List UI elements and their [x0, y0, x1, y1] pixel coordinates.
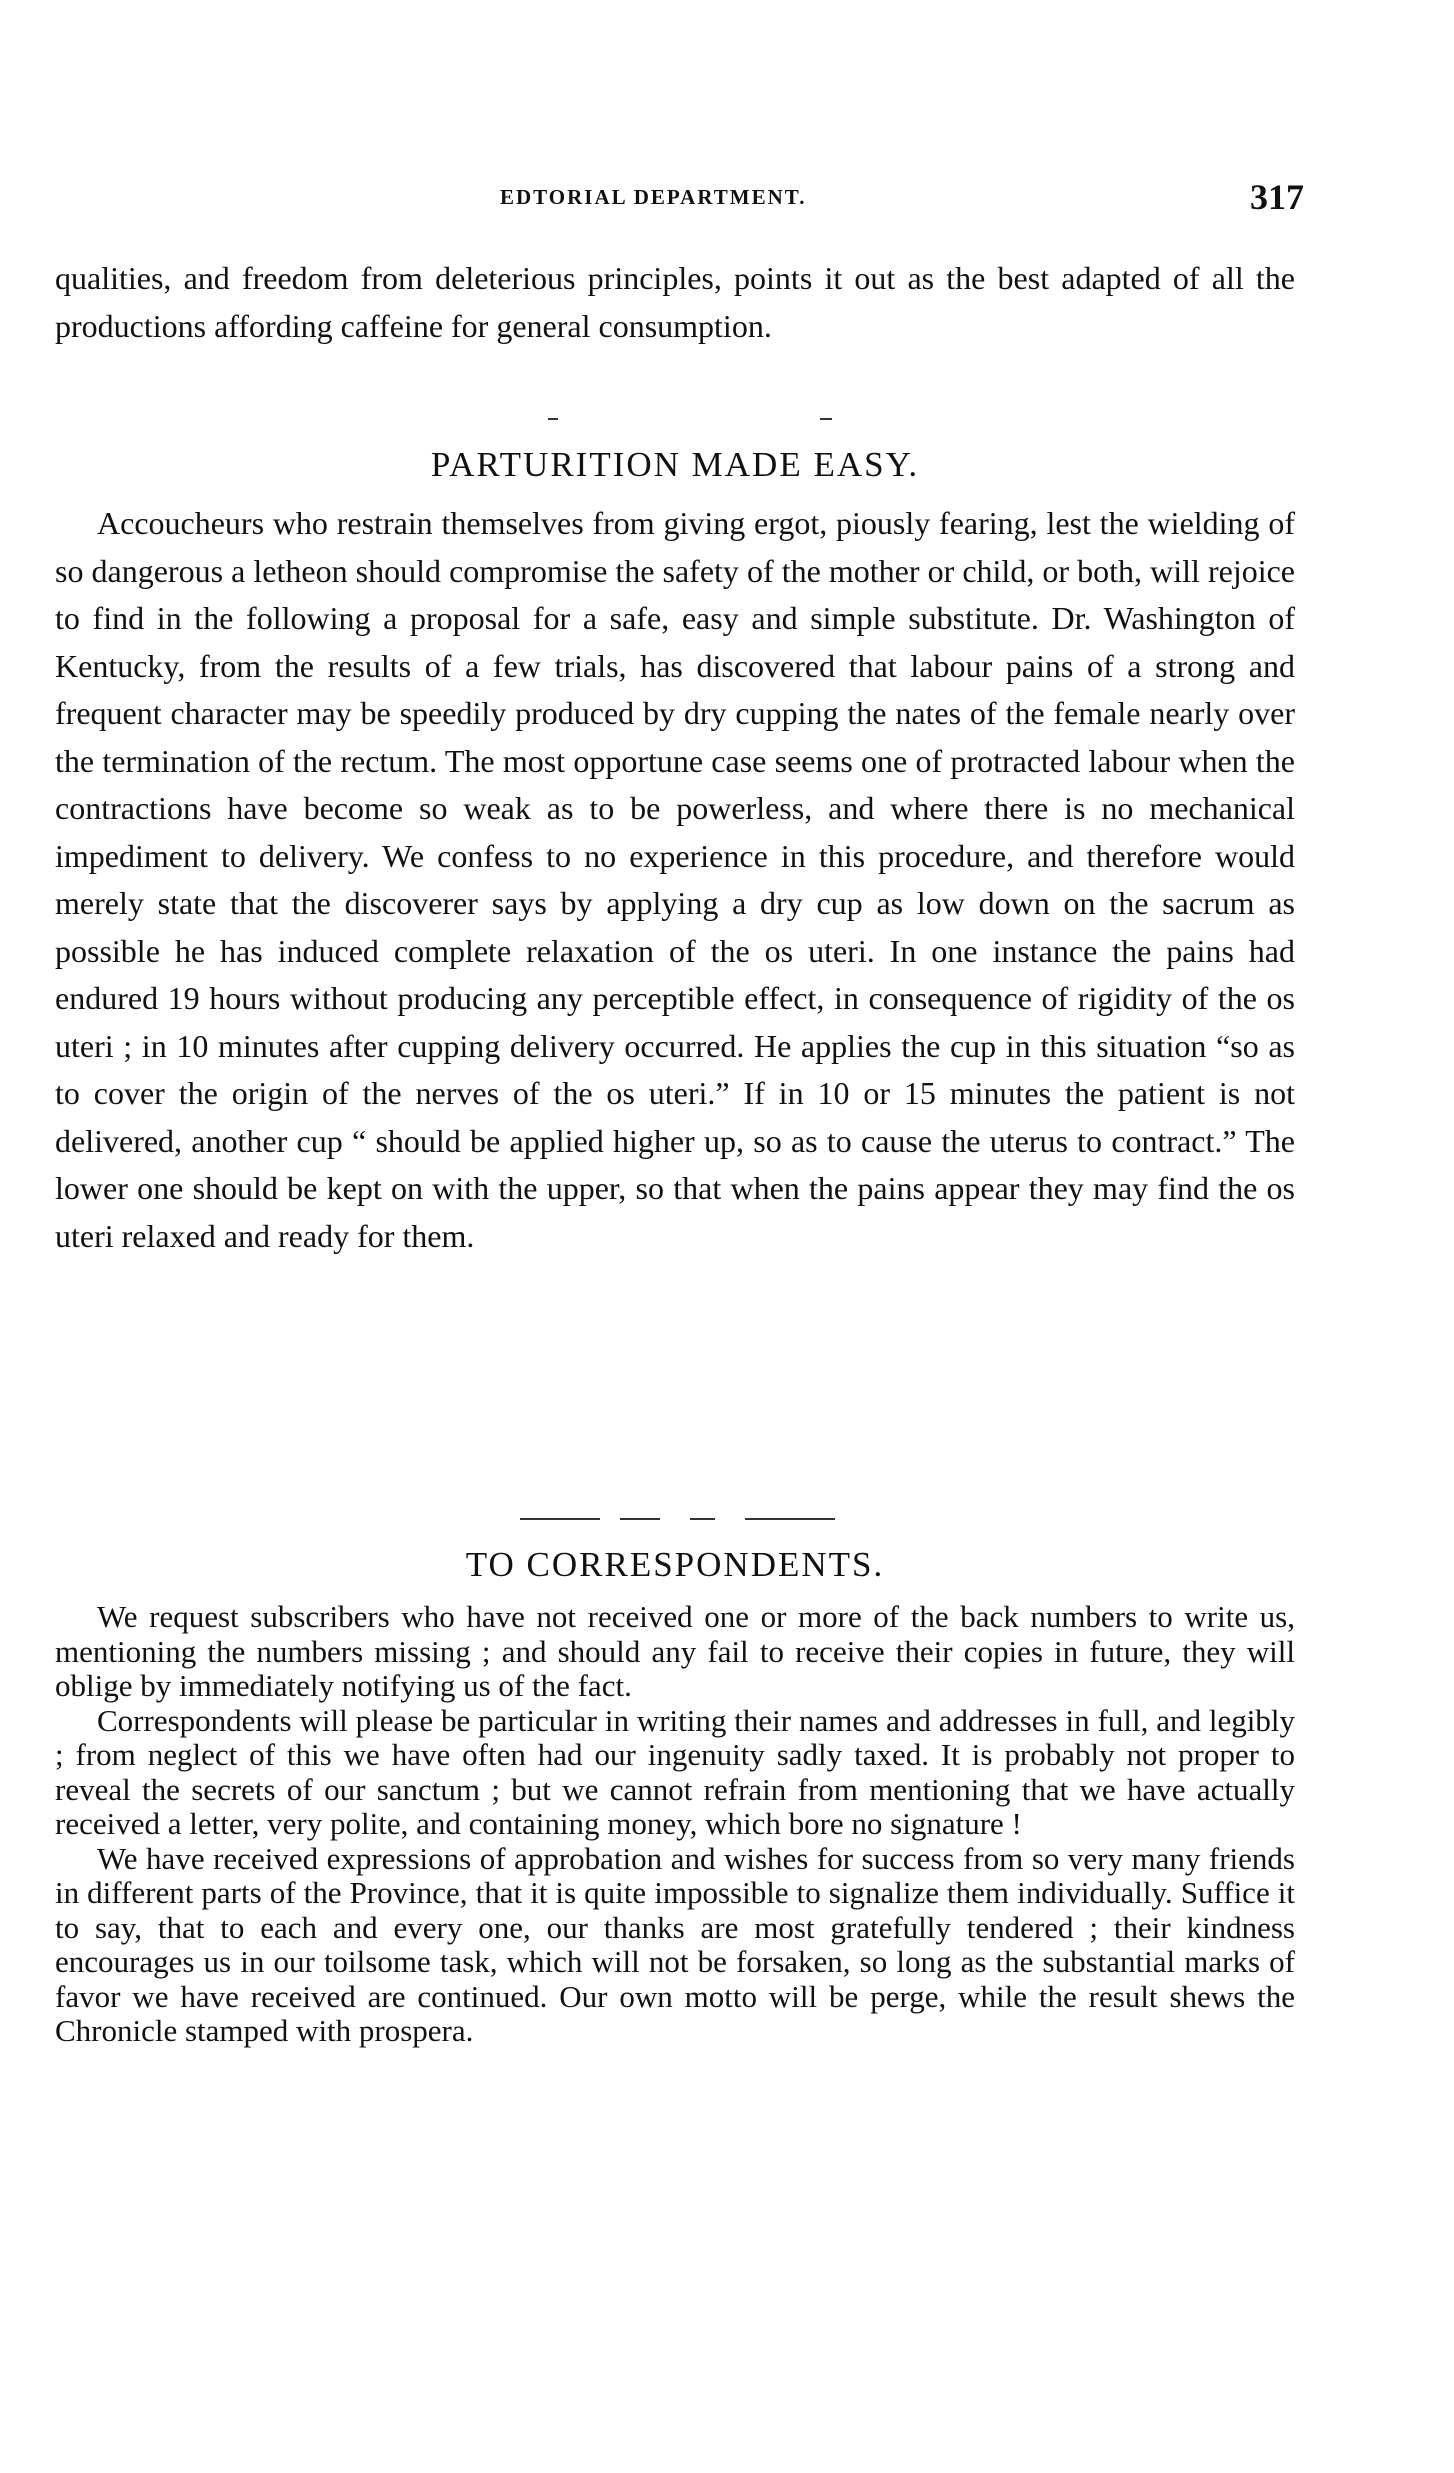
section-divider: [520, 1518, 600, 1520]
continuation-paragraph: [55, 255, 1295, 350]
correspondents-paragraph-3: We have received expressions of approbation and wishes for success from so very many friends in different parts of the Province, that it is quite impossible to signalize them individually. Suffice it to say, that to each and every one, our thanks are most gratefully tendered ; their kindness encourages us in our toilsome task, which will not be forsaken, so long as the substantial marks of favor we have received are continued. Our own motto will be perge, while the result shews the Chronicle stamped with prospera.: [55, 1840, 1295, 2048]
parturition-paragraph: Accoucheurs who restrain themselves from giving ergot, piously fearing, lest the wielding of so dangerous a letheon should compromise the safety of the mother or child, or both, will rejoice to find in the following a proposal for a safe, easy and simple substitute. Dr. Washington of Kentucky, from the results of a few trials, has discovered that labour pains of a strong and frequent character may be speedily produced by dry cupping the nates of the female nearly over the termination of the rectum. The most opportune case seems one of protracted labour when the contractions have become so weak as to be powerless, and where there is no mechanical impediment to delivery. We confess to no experience in this procedure, and therefore would merely state that the discoverer says by applying a dry cup as low down on the sacrum as possible he has induced complete relaxation of the os uteri. In one instance the pains had endured 19 hours without producing any perceptible effect, in consequence of rigidity of the os uteri ; in 10 minutes after cupping delivery occurred. He applies the cup in this situation “so as to cover the origin of the nerves of the os uteri.” If in 10 or 15 minutes the patient is not delivered, another cup “ should be applied higher up, so as to cause the uterus to contract.” The lower one should be kept on with the upper, so that when the pains appear they may find the os uteri relaxed and ready for them.: [55, 505, 1295, 1254]
section-divider: [745, 1518, 835, 1520]
section-divider: [690, 1518, 715, 1520]
continuation-text: qualities, and freedom from deleterious principles, points it out as the best adapted of all the productions affording caffeine for general consumption.: [55, 260, 1295, 344]
page-number: 317: [1250, 177, 1304, 217]
section-title-parturition: PARTURITION MADE EASY.: [430, 445, 920, 484]
section-divider: [548, 418, 558, 420]
section-title-correspondents: TO CORRESPONDENTS.: [465, 1545, 885, 1584]
parturition-article: [55, 500, 1295, 1260]
correspondents-article: [55, 1600, 1295, 2049]
section-divider: [820, 418, 832, 420]
section-divider: [620, 1518, 660, 1520]
correspondents-paragraph-2: Correspondents will please be particular in writing their names and addresses in full, and legibly ; from neglect of this we have often had our ingenuity sadly taxed. It is probably not proper to reveal the secrets of our sanctum ; but we cannot refrain from mentioning that we have actually received a letter, very polite, and containing money, which bore no signature !: [55, 1702, 1295, 1841]
correspondents-paragraph-1: We request subscribers who have not received one or more of the back numbers to write us, mentioning the numbers missing ; and should any fail to receive their copies in future, they will oblige by immediately notifying us of the fact.: [55, 1599, 1295, 1703]
running-head: EDTORIAL DEPARTMENT.: [500, 185, 807, 209]
